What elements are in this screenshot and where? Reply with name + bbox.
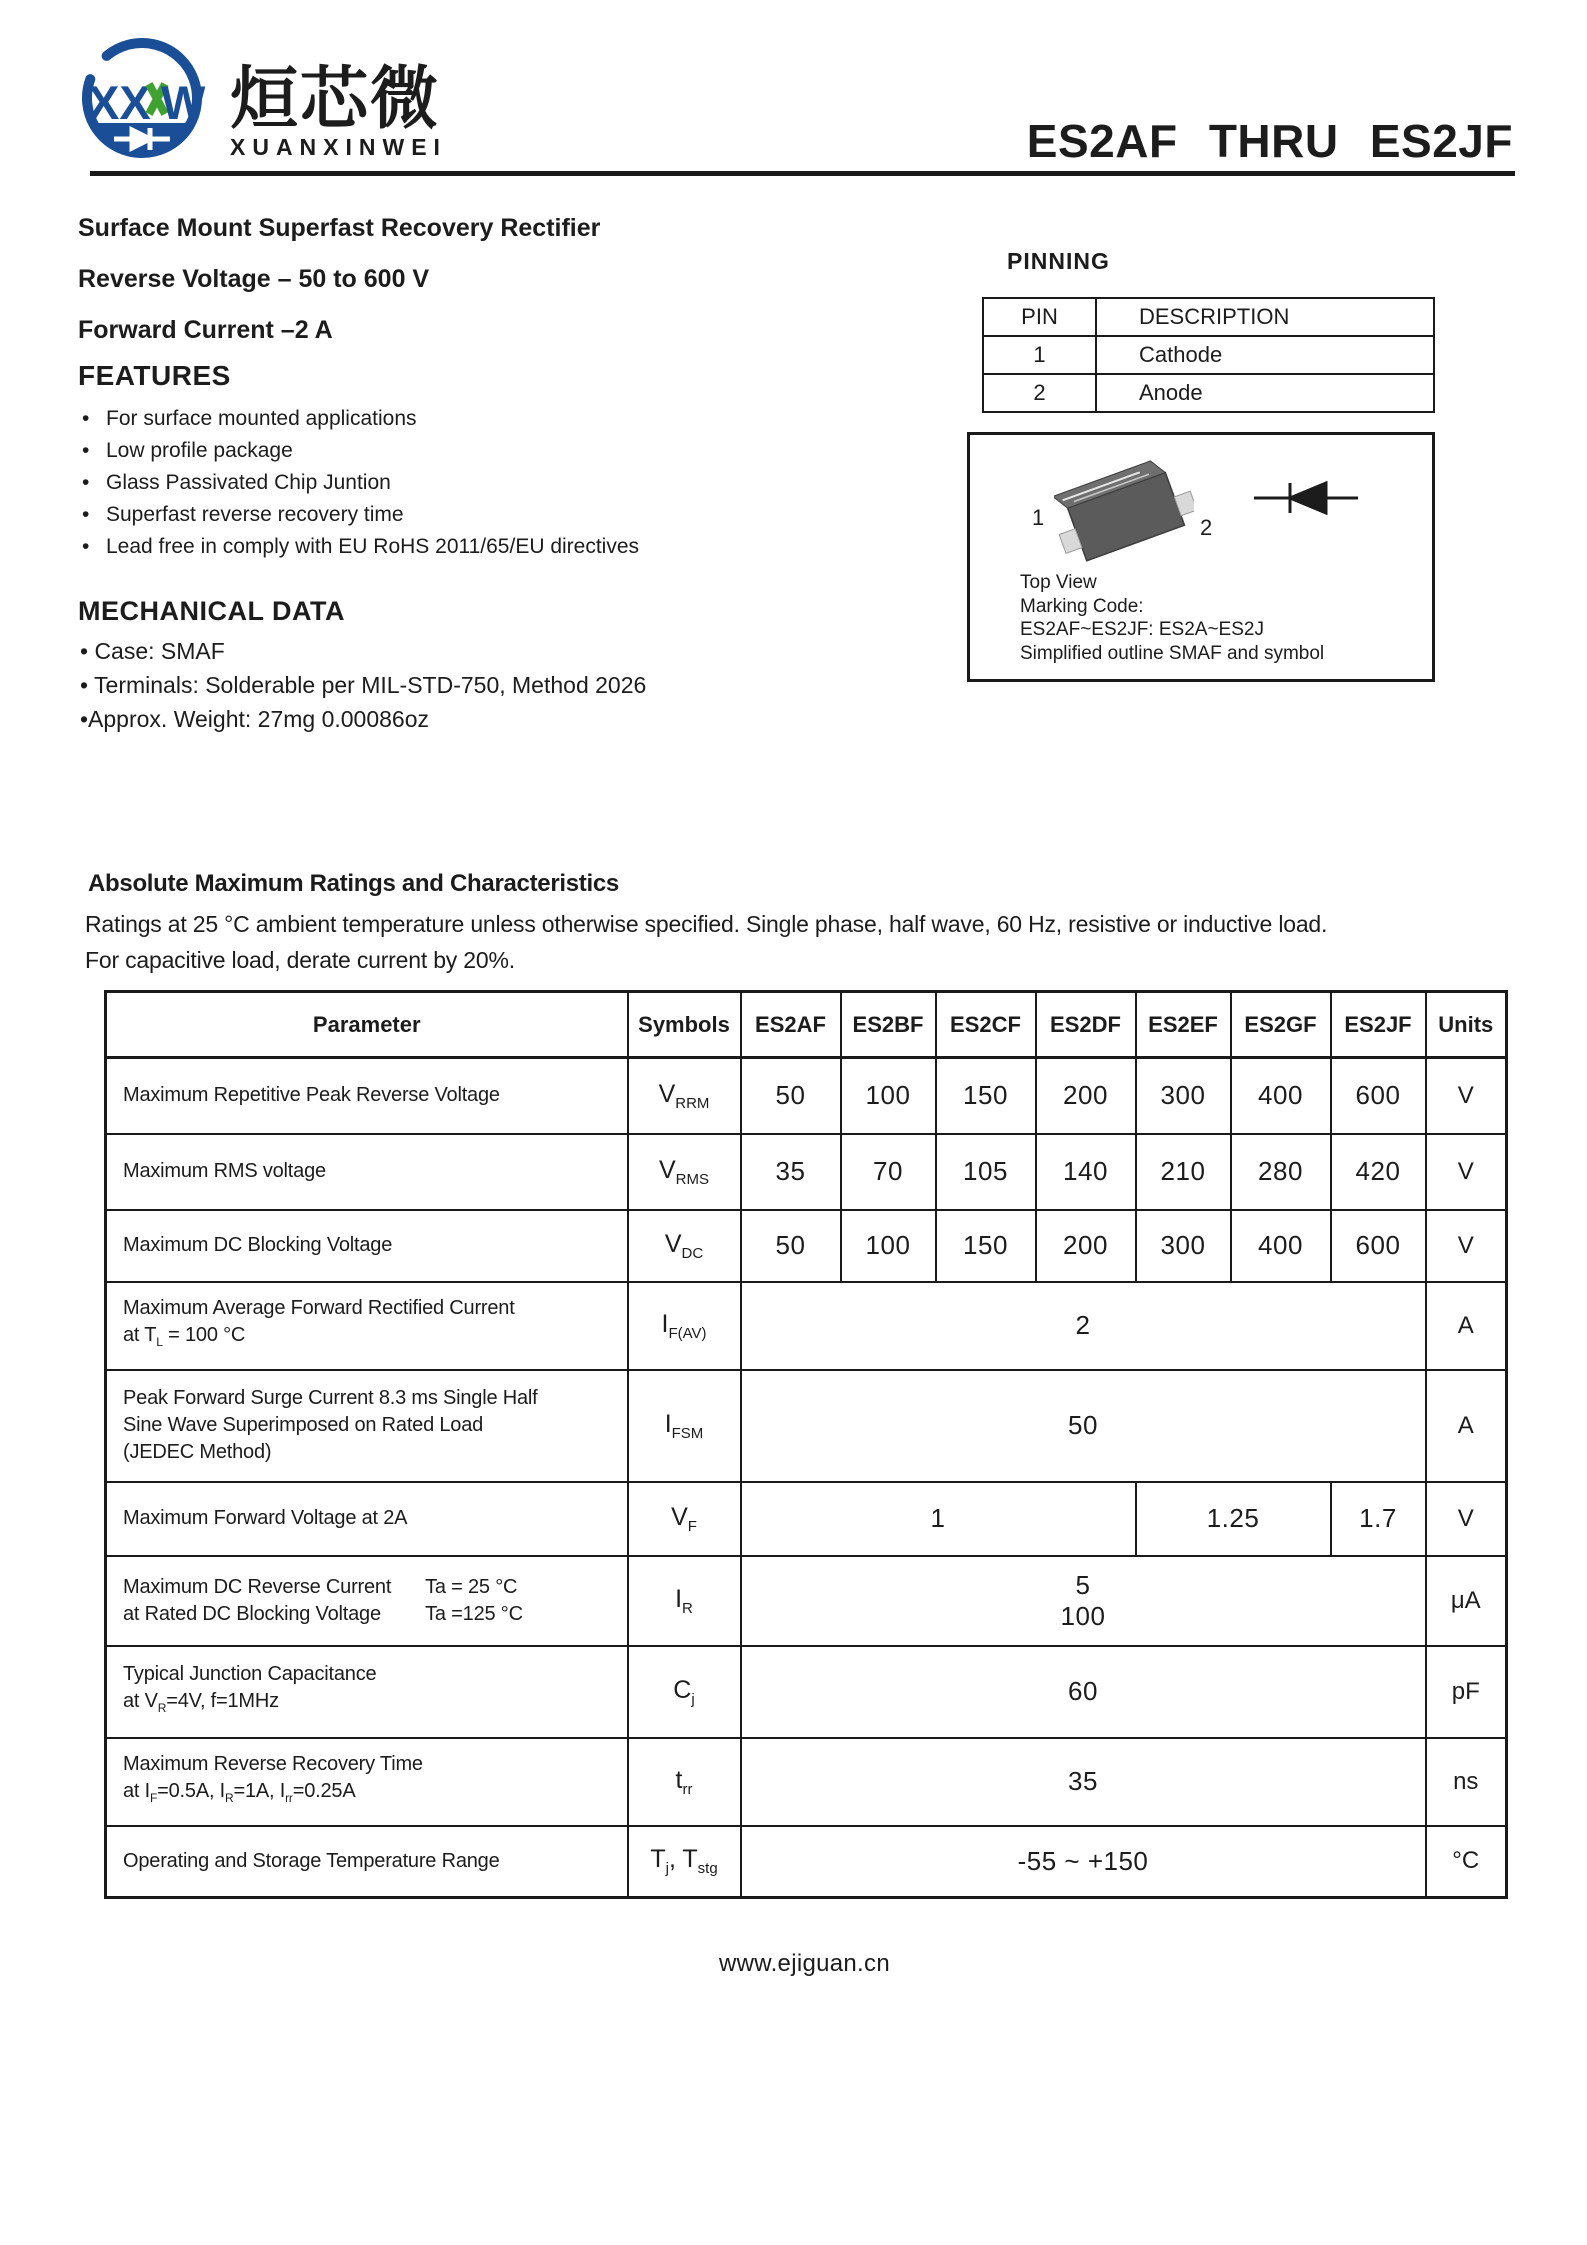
col-header: Parameter — [106, 992, 628, 1058]
description-col-header: DESCRIPTION — [1096, 298, 1434, 336]
col-header: ES2JF — [1331, 992, 1426, 1058]
feature-text: Low profile package — [106, 439, 293, 462]
parameter-cell: Maximum RMS voltage — [106, 1134, 628, 1210]
mechanical-list — [80, 638, 646, 740]
xxw-logo-icon — [60, 34, 228, 172]
value-cell: 200 — [1036, 1210, 1136, 1282]
pin-number: 2 — [983, 374, 1096, 412]
value-cell: 150 — [936, 1058, 1036, 1134]
table-header-row — [106, 992, 1507, 1058]
value-cell: 1.25 — [1136, 1482, 1331, 1556]
parameter-cell: Peak Forward Surge Current 8.3 ms Single Half Sine Wave Superimposed on Rated Load (JEDEC Method) — [106, 1370, 628, 1482]
mechanical-heading: MECHANICAL DATA — [78, 596, 345, 626]
features-heading: FEATURES — [78, 360, 231, 391]
unit-cell: A — [1426, 1370, 1507, 1482]
bullet-icon: • — [82, 471, 90, 494]
list-item: • Terminals: Solderable per MIL-STD-750, Method 2026 — [80, 672, 647, 698]
col-header: ES2BF — [841, 992, 936, 1058]
parameter-cell: Maximum Repetitive Peak Reverse Voltage — [106, 1058, 628, 1134]
package-caption — [1020, 571, 1324, 665]
list-item — [82, 439, 639, 463]
bullet-icon: • — [82, 407, 90, 430]
forward-current-line: Forward Current –2 A — [78, 316, 333, 344]
caption-line: Top View — [1020, 572, 1097, 593]
reverse-voltage-line: Reverse Voltage – 50 to 600 V — [78, 265, 430, 293]
unit-cell: V — [1426, 1134, 1507, 1210]
value-cell: 300 — [1136, 1210, 1231, 1282]
pinning-heading: PINNING — [1007, 248, 1110, 274]
pinning-table — [982, 297, 1435, 413]
table-row — [106, 1482, 1507, 1556]
value-cell: 5 100 — [741, 1556, 1426, 1646]
symbol-cell: $t_{rr}$ — [628, 1738, 741, 1826]
table-row — [983, 336, 1434, 374]
value-cell: 400 — [1231, 1058, 1331, 1134]
value-cell: 140 — [1036, 1134, 1136, 1210]
list-item: • Case: SMAF — [80, 638, 225, 664]
bullet-icon: • — [82, 535, 90, 558]
table-row — [106, 1646, 1507, 1738]
unit-cell: °C — [1426, 1826, 1507, 1898]
feature-text: Superfast reverse recovery time — [106, 503, 404, 526]
ratings-table — [104, 990, 1508, 1899]
value-cell: 210 — [1136, 1134, 1231, 1210]
parameter-cell: Maximum Average Forward Rectified Current at $T_L = 100$ °C — [106, 1282, 628, 1370]
parameter-cell: Maximum Forward Voltage at 2A — [106, 1482, 628, 1556]
table-row — [106, 1370, 1507, 1482]
value-cell: 1 — [741, 1482, 1136, 1556]
value-cell: 300 — [1136, 1058, 1231, 1134]
symbol-cell: $I_R$ — [628, 1556, 741, 1646]
unit-cell: A — [1426, 1282, 1507, 1370]
table-row — [106, 1210, 1507, 1282]
list-item: •Approx. Weight: 27mg 0.00086oz — [80, 706, 430, 732]
brand-name-cn: 烜芯微 — [230, 61, 441, 137]
table-row — [983, 374, 1434, 412]
brand-name-en: XUANXINWEI — [230, 134, 447, 160]
value-cell: 100 — [841, 1058, 936, 1134]
list-item — [82, 471, 639, 495]
col-header: Units — [1426, 992, 1507, 1058]
col-header: ES2DF — [1036, 992, 1136, 1058]
value-cell: 600 — [1331, 1058, 1426, 1134]
caption-line: Marking Code: — [1020, 595, 1144, 617]
product-summary — [78, 214, 600, 367]
value-cell: 2 — [741, 1282, 1426, 1370]
symbol-cell: $V_{RRM}$ — [628, 1058, 741, 1134]
ratings-note: Ratings at 25 °C ambient temperature unless otherwise specified. Single phase, half wave, 60 Hz, resistive or inductive load. — [85, 911, 1328, 937]
unit-cell: pF — [1426, 1646, 1507, 1738]
unit-cell: ns — [1426, 1738, 1507, 1826]
svg-text:W: W — [161, 76, 206, 129]
value-cell: 35 — [741, 1738, 1426, 1826]
ratings-notes — [85, 906, 1327, 978]
col-header: ES2GF — [1231, 992, 1331, 1058]
pin-description: Cathode — [1096, 336, 1434, 374]
symbol-cell: $V_{RMS}$ — [628, 1134, 741, 1210]
unit-cell: V — [1426, 1058, 1507, 1134]
table-row — [106, 1738, 1507, 1826]
table-row — [106, 1556, 1507, 1646]
table-row — [106, 1282, 1507, 1370]
features-list — [82, 407, 639, 567]
value-cell: 50 — [741, 1210, 841, 1282]
table-row — [106, 1058, 1507, 1134]
feature-text: Lead free in comply with EU RoHS 2011/65/EU directives — [106, 535, 640, 558]
package-outline-box — [967, 432, 1435, 682]
parameter-cell: Maximum Reverse Recovery Time at $I_F=0.5A$, $I_R=1A$, $I_{rr}=0.25A$ — [106, 1738, 628, 1826]
bullet-icon: • — [82, 439, 90, 462]
caption-line: Simplified outline SMAF and symbol — [1020, 642, 1325, 664]
parameter-cell: Operating and Storage Temperature Range — [106, 1826, 628, 1898]
value-cell: 60 — [741, 1646, 1426, 1738]
value-cell: 600 — [1331, 1210, 1426, 1282]
value-cell: 105 — [936, 1134, 1036, 1210]
value-cell: 280 — [1231, 1134, 1331, 1210]
symbol-cell: $V_{DC}$ — [628, 1210, 741, 1282]
page-title: ES2AF THRU ES2JF — [1026, 115, 1513, 167]
unit-cell: V — [1426, 1482, 1507, 1556]
header-rule — [90, 171, 1515, 176]
value-cell: 420 — [1331, 1134, 1426, 1210]
parameter-cell: Typical Junction Capacitance at $V_R=4V$, f=1MHz — [106, 1646, 628, 1738]
value-cell: 400 — [1231, 1210, 1331, 1282]
caption-line: ES2AF~ES2JF: ES2A~ES2J — [1020, 619, 1264, 640]
value-cell: 150 — [936, 1210, 1036, 1282]
symbol-cell: $C_j$ — [628, 1646, 741, 1738]
value-cell: 70 — [841, 1134, 936, 1210]
feature-text: For surface mounted applications — [106, 407, 417, 430]
value-cell: -55 ~ +150 — [741, 1826, 1426, 1898]
symbol-cell: $T_j$, $T_{stg}$ — [628, 1826, 741, 1898]
value-cell: 35 — [741, 1134, 841, 1210]
pin-description: Anode — [1096, 374, 1434, 412]
list-item — [82, 503, 639, 527]
pin-col-header: PIN — [983, 298, 1096, 336]
col-header: ES2AF — [741, 992, 841, 1058]
product-name: Surface Mount Superfast Recovery Rectifier — [78, 214, 601, 242]
unit-cell: V — [1426, 1210, 1507, 1282]
pin-number: 1 — [983, 336, 1096, 374]
value-cell: 100 — [841, 1210, 936, 1282]
list-item — [82, 535, 639, 559]
table-row — [106, 1826, 1507, 1898]
ratings-heading: Absolute Maximum Ratings and Characteristics — [88, 870, 619, 897]
brand-logo — [60, 34, 447, 172]
feature-text: Glass Passivated Chip Juntion — [106, 471, 391, 494]
parameter-cell: Maximum DC Reverse Current Ta = 25 °C at Rated DC Blocking Voltage Ta =125 °C — [106, 1556, 628, 1646]
diode-symbol-icon — [1254, 481, 1358, 515]
col-header: ES2CF — [936, 992, 1036, 1058]
svg-text:XX: XX — [88, 76, 151, 129]
package-pin2-label: 2 — [1200, 515, 1213, 540]
unit-cell: μA — [1426, 1556, 1507, 1646]
symbol-cell: $I_{FSM}$ — [628, 1370, 741, 1482]
parameter-cell: Maximum DC Blocking Voltage — [106, 1210, 628, 1282]
table-row — [106, 1134, 1507, 1210]
value-cell: 50 — [741, 1058, 841, 1134]
symbol-cell: $V_F$ — [628, 1482, 741, 1556]
ratings-note: For capacitive load, derate current by 20%. — [85, 947, 515, 973]
package-pin1-label: 1 — [1032, 505, 1045, 530]
footer-url: www.ejiguan.cn — [719, 1950, 890, 1977]
package-3d-icon — [1054, 457, 1194, 565]
col-header: ES2EF — [1136, 992, 1231, 1058]
list-item — [82, 407, 639, 431]
value-cell: 50 — [741, 1370, 1426, 1482]
col-header: Symbols — [628, 992, 741, 1058]
value-cell: 1.7 — [1331, 1482, 1426, 1556]
table-row — [983, 298, 1434, 336]
symbol-cell: $I_{F(AV)}$ — [628, 1282, 741, 1370]
bullet-icon: • — [82, 503, 90, 526]
value-cell: 200 — [1036, 1058, 1136, 1134]
